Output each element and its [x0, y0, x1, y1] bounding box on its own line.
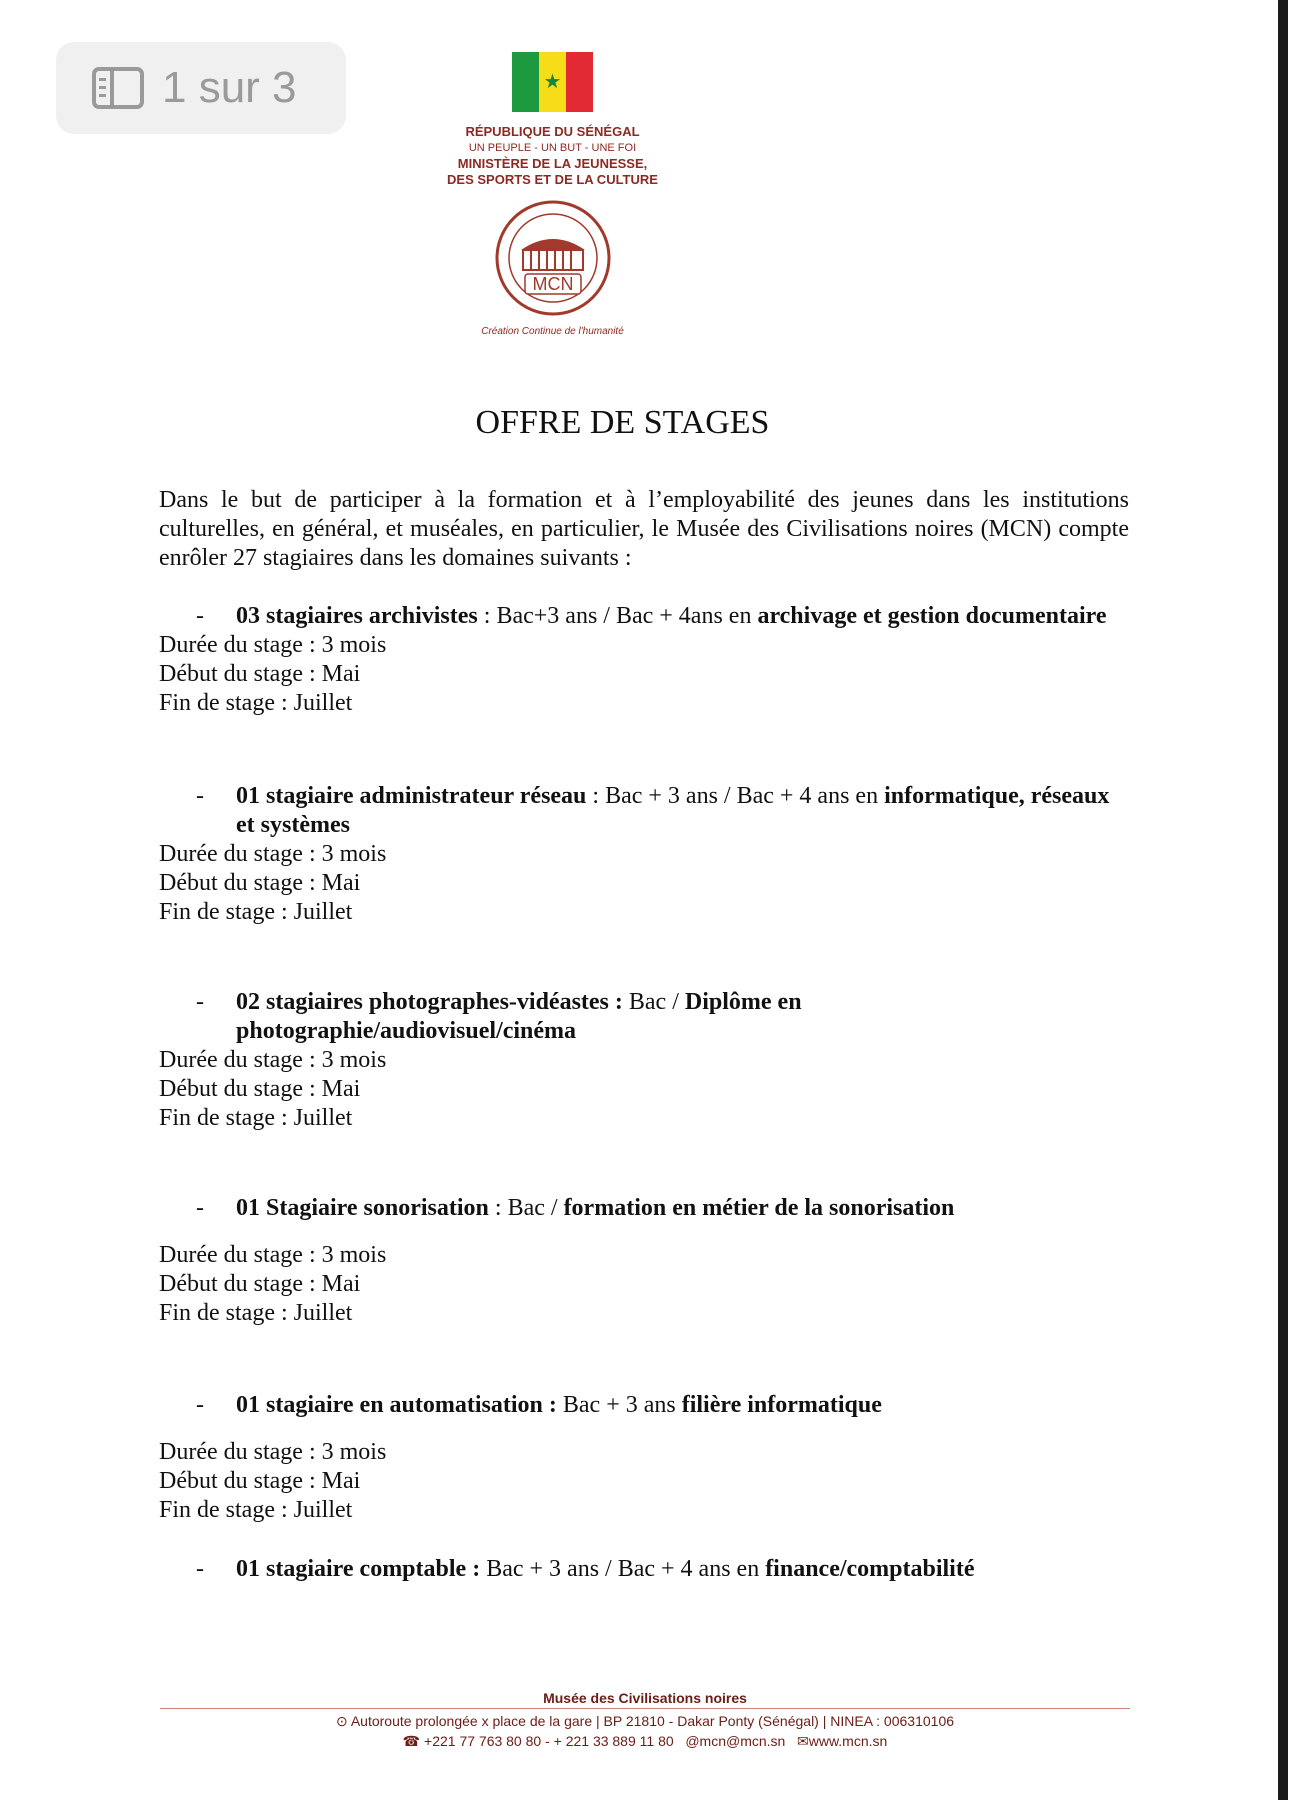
ministry-line-1: MINISTÈRE DE LA JEUNESSE,: [457, 156, 648, 171]
offer-start: Début du stage : Mai: [159, 1271, 361, 1297]
offer-item: [159, 782, 1129, 927]
offer-duration: Durée du stage : 3 mois: [159, 1439, 387, 1465]
offer-role: 01 stagiaire en automatisation :: [236, 1392, 557, 1418]
offer-bullet: - 02 stagiaires photographes-vidéastes : Bac / Diplôme en photographie/audiovisuel/cinéma: [196, 989, 802, 1044]
offer-end: Fin de stage : Juillet: [159, 1300, 353, 1326]
page-indicator[interactable]: [56, 42, 346, 134]
offer-item: [159, 602, 1129, 718]
offer-bullet: - 01 stagiaire comptable : Bac + 3 ans / Bac + 4 ans en finance/comptabilité: [196, 1556, 975, 1582]
slogan: Création Continue de l'humanité: [481, 326, 624, 337]
offer-duration: Durée du stage : 3 mois: [159, 1047, 387, 1073]
offer-bullet: - 03 stagiaires archivistes : Bac+3 ans / Bac + 4ans en archivage et gestion documentaire: [196, 603, 1107, 629]
mcn-logo-icon: [483, 198, 623, 324]
footer-contacts: [160, 1731, 1130, 1751]
offer-item: [159, 1194, 1129, 1328]
offer-requirement: Bac /: [628, 989, 685, 1015]
document-body: [159, 486, 1129, 1584]
letterhead: [430, 52, 675, 337]
intro-paragraph: Dans le but de participer à la formation et à l’employabilité des jeunes dans les institutions culturelles, en général, et muséales, en particulier, le Musée des Civilisations noires (MCN) compte enrôler 27 stagiaires dans les domaines suivants :: [159, 487, 1129, 571]
offer-duration: Durée du stage : 3 mois: [159, 841, 387, 867]
offer-role: 01 stagiaire administrateur réseau: [236, 783, 587, 809]
offer-field: informatique, réseaux et systèmes: [236, 783, 1110, 838]
location-pin-icon: ⊙: [335, 1713, 348, 1729]
footer-divider: [160, 1708, 1130, 1709]
offer-end: Fin de stage : Juillet: [159, 1105, 353, 1131]
offer-field: filière informatique: [681, 1392, 882, 1418]
offer-field: archivage et gestion documentaire: [757, 603, 1107, 629]
document-title: OFFRE DE STAGES: [475, 404, 770, 441]
footer-website: www.mcn.sn: [808, 1733, 888, 1749]
offer-role: 01 stagiaire comptable :: [236, 1556, 481, 1582]
offer-duration: Durée du stage : 3 mois: [159, 632, 387, 658]
sidebar-icon[interactable]: [92, 67, 144, 109]
offer-field: finance/comptabilité: [765, 1556, 975, 1582]
offer-start: Début du stage : Mai: [159, 661, 361, 687]
offer-field: Diplôme en photographie/audiovisuel/cinéma: [236, 989, 802, 1044]
offer-start: Début du stage : Mai: [159, 870, 361, 896]
offer-bullet: - 01 stagiaire administrateur réseau : Bac + 3 ans / Bac + 4 ans en informatique, réseaux et systèmes: [196, 783, 1110, 838]
footer-social: @mcn@mcn.sn: [685, 1733, 786, 1749]
offer-requirement: Bac + 3 ans: [562, 1392, 682, 1418]
logo-text: MCN: [532, 274, 573, 294]
national-motto: UN PEUPLE - UN BUT - UNE FOI: [468, 142, 637, 154]
document-footer: [160, 1690, 1130, 1751]
offer-requirement: Bac /: [507, 1195, 564, 1221]
offer-duration: Durée du stage : 3 mois: [159, 1242, 387, 1268]
footer-institution: Musée des Civilisations noires: [543, 1690, 747, 1706]
offer-requirement: Bac + 3 ans / Bac + 4 ans en: [486, 1556, 766, 1582]
offer-requirement: Bac + 3 ans / Bac + 4 ans en: [605, 783, 885, 809]
offer-requirement: Bac+3 ans / Bac + 4ans en: [496, 603, 758, 629]
mail-icon: ✉: [797, 1733, 809, 1749]
footer-address: ⊙ Autoroute prolongée x place de la gare | BP 21810 - Dakar Ponty (Sénégal) | NINEA : 006310106: [335, 1713, 955, 1729]
offer-end: Fin de stage : Juillet: [159, 690, 353, 716]
offer-item: [159, 1555, 1129, 1584]
offer-bullet: - 01 Stagiaire sonorisation : Bac / formation en métier de la sonorisation: [196, 1195, 955, 1221]
footer-phone: +221 77 763 80 80 - + 221 33 889 11 80: [424, 1733, 674, 1749]
offer-end: Fin de stage : Juillet: [159, 899, 353, 925]
offer-end: Fin de stage : Juillet: [159, 1497, 353, 1523]
republic-name: RÉPUBLIQUE DU SÉNÉGAL: [465, 124, 640, 139]
ministry-line-2: DES SPORTS ET DE LA CULTURE: [447, 172, 658, 187]
offer-start: Début du stage : Mai: [159, 1468, 361, 1494]
offer-item: [159, 1391, 1129, 1525]
offer-role: 01 Stagiaire sonorisation: [236, 1195, 489, 1221]
offer-bullet: - 01 stagiaire en automatisation : Bac + 3 ans filière informatique: [196, 1392, 882, 1418]
senegal-flag-icon: ★: [512, 52, 594, 112]
offer-field: formation en métier de la sonorisation: [563, 1195, 955, 1221]
offer-role: 02 stagiaires photographes-vidéastes :: [236, 989, 623, 1015]
offer-start: Début du stage : Mai: [159, 1076, 361, 1102]
phone-icon: ☎: [402, 1733, 421, 1749]
offer-role: 03 stagiaires archivistes: [236, 603, 478, 629]
page-indicator-label: 1 sur 3: [162, 63, 297, 112]
offer-item: [159, 988, 1129, 1133]
